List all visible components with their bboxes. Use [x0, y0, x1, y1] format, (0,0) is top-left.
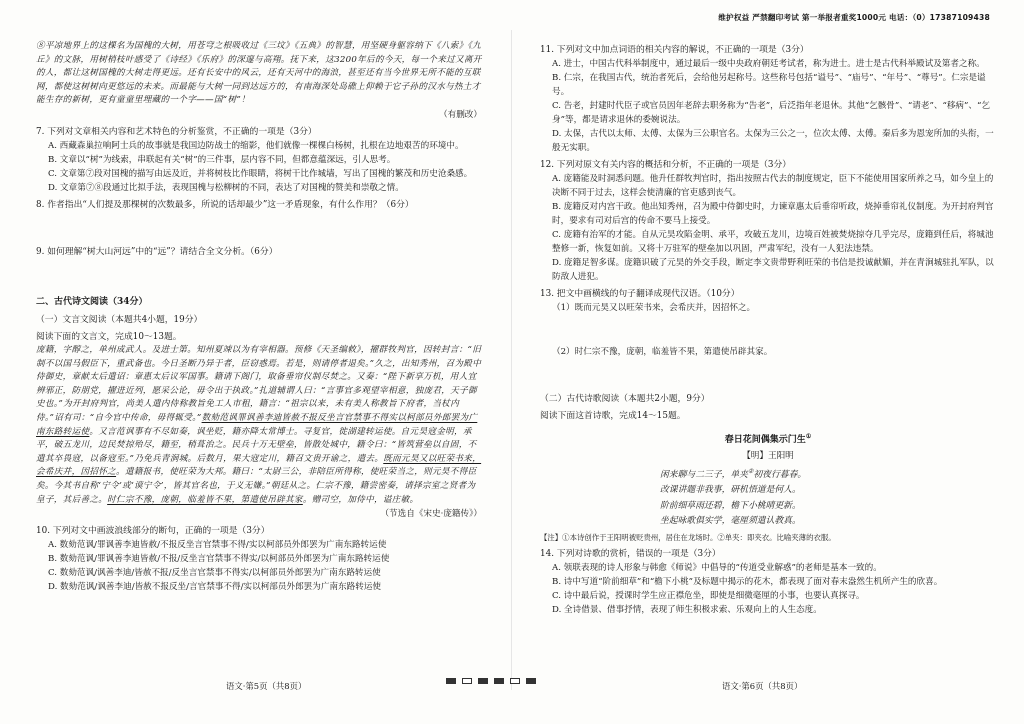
question-12: 12. 下列对原文有关内容的概括和分析，不正确的一项是（3分） [540, 160, 792, 170]
question-11: 11. 下列对文中加点词语的相关内容的解说，不正确的一项是（3分） [540, 45, 809, 55]
classical-text-part: 。遣籍报书，使旺荣为大邦。籍曰：“太尉三公，非陪臣所得称，使旺荣当之，则元昊不得臣矣。今其书自称‘宁令’或‘谟宁令’，皆其官名也，于义无嫌。”朝廷从之。仁宗不豫，籍尝密奏，请择宗室之贤者为皇子，其后善之。 [36, 467, 477, 505]
registration-mark [462, 678, 472, 684]
question-14: 14. 下列对诗歌的赏析，错误的一项是（3分） [540, 548, 721, 559]
instruction: 阅读下面的文言文，完成10～13题。 [36, 331, 182, 342]
footnote-marker: ② [747, 468, 754, 475]
footnote-marker: ① [805, 433, 812, 440]
question-7: 7. 下列对文章相关内容和艺术特色的分析鉴赏，不正确的一项是（3分） [36, 126, 317, 137]
answer-space [36, 259, 482, 289]
poem-author: 【明】王阳明 [742, 451, 794, 461]
question-7-option-d: D. 文章第⑦⑧段通过比拟手法，表现国槐与松柳树的不同，表达了对国槐的赞美和崇敬之情。 [48, 182, 404, 193]
answer-space [540, 359, 996, 389]
poem-title [540, 429, 996, 448]
question-11-option-c: C. 告老，封建时代臣子或官员因年老辞去职务称为“告老”，后泛指年老退休。其他“乞骸骨”、“请老”、“移病”、“乞身”等，都是请求退休的委婉说法。 [552, 101, 990, 125]
question-14-option-d: D. 全诗借景、借事抒情，表现了师生积极求索、乐观向上的人生态度。 [552, 604, 822, 615]
question-7-option-b: B. 文章以“树”为线索，串联起有关“树”的三件事，层内容不同，但都意蕴深远，引人思考。 [48, 154, 396, 165]
page-6 [512, 0, 1024, 724]
anti-piracy-header: 维护权益 严禁翻印考试 第一举报者重奖1000元 电话：（0）17387109438 [718, 13, 990, 22]
question-12-option-b: B. 庞籍反对内宫干政。他出知秀州，召为殿中侍御史时，力谏章惠太后垂帘听政，烧掉垂帘礼仪制度。为开封府判官时，要求有司对后宫的传命不要马上接受。 [552, 202, 994, 226]
question-10-option-d: D. 数劾范讽/讽善李迪/皆赦不报反坐/言官禁事不得/实以柯部员外郎罢为广南东路转运使 [48, 582, 382, 593]
classical-text [36, 344, 482, 507]
registration-mark [526, 678, 536, 684]
question-10-option-b: B. 数劾范讽/罪讽善李迪皆赦/不报/反坐言官禁事不得实/以柯部员外郎罢为广南东路转运使 [48, 554, 390, 565]
question-10-option-a: A. 数劾范讽/罪讽善李迪皆赦/不报反坐言官禁事不得/实以柯部员外郎罢为广南东路转运使 [48, 540, 387, 551]
poem-line: 改课讲题非我事，研机悟道是何人。 [660, 485, 801, 496]
question-11-option-a: A. 进士，中国古代科举制度中，通过最后一级中央政府朝廷考试者，称为进士。进士是古代科举殿试及第者之称。 [552, 59, 985, 69]
question-14-option-c: C. 诗中最后说，授课时学生应正襟危坐，即使是细微毫厘的小事，也要认真探寻。 [552, 590, 865, 601]
section-heading: 二、古代诗文阅读（34分） [36, 296, 148, 307]
question-10-option-c: C. 数劾范讽/讽善李迪/皆赦不报/反坐言官禁事不得实/以柯部员外郎罢为广南东路转运使 [48, 568, 381, 579]
poem-line [540, 464, 996, 483]
question-10: 10. 下列对文中画波浪线部分的断句，正确的一项是（3分） [36, 526, 270, 537]
poem-title-text: 春日花间偶集示门生 [724, 435, 806, 445]
question-11-option-d: D. 太保，古代以太师、太傅、太保为三公职官名。太保为三公之一，位次太傅、太傅。秦后多为恩宠所加的头衔，一般无实职。 [552, 129, 994, 153]
poem-line: 阶前细草雨还碧，檐下小桃晴更新。 [660, 500, 801, 511]
question-7-option-c: C. 文章第⑦段对国槐的描写由远及近，并将树枝比作眼睛，将树干比作城墙，写出了国槐的繁茂和历史沧桑感。 [48, 168, 473, 179]
poem-line: 坐起咏歌俱实学，毫厘须遣认教真。 [660, 516, 801, 527]
underlined-sentence-1: 既而元昊又以旺荣书来，会希庆并，因招怀之 [36, 453, 482, 478]
page-footer-left: 语文·第5页（共8页） [226, 681, 307, 691]
classical-text-part: 。赠司空，加侍中，谥庄敏。 [302, 494, 419, 505]
question-12-option-c: C. 庞籍有治军的才能。自从元昊攻陷金明、承平，攻破五龙川，边境百姓被焚烧掠夺几乎完尽，庞籍到任后，将城池整修一新，恢复如前。又将十万驻军的壁垒加以巩固，严肃军纪，没有一人犯法违禁。 [552, 230, 994, 254]
subsection-heading: （一）文言文阅读（本题共4小题，19分） [36, 314, 203, 325]
page-footer-right: 语文·第6页（共8页） [722, 681, 803, 691]
question-11-option-b: B. 仁宗，在我国古代，统治者死后，会给他另起称号。这些称号包括“谥号”、“庙号”、“年号”、“尊号”。仁宗是谥号。 [552, 73, 986, 97]
reading-paragraph-8: ⑧平凉地界上的这棵名为国槐的大树，用苍穹之根吸收过《三坟》《五典》的智慧，用坚硬身躯容纳下《八索》《九丘》的文脉，用树梢枝叶感受了《诗经》《乐府》的深邃与高翔。抚下来，这3200年后的今天，每一个来过又离开的人，都让这树国槐的大树走得更远。还有长安中的风云，还有天河中的海浪，甚至还有当今世界无所不能的互联网，都使这树树向更悠远的未来。而最能与大树一同到达远方的，有南海深处岛礁上仰赖于它子孙的汉水与热土才能生存的新树，更有童童里埋藏的一个字——国“树”！ [36, 41, 482, 106]
poem-line-text: 闲来聊与二三子，单夹 [660, 469, 748, 480]
classical-text-part: 庞籍，字醇之，单州成武人。及进士第。知州夏竦以为有宰相器。预修《天圣编敕》，擢群牧判官，因转封言：“旧制不以国马假臣下，重武备也。今日圣断乃异于者，臣窃惑焉。若是，则请停者退矣。”久之，出知秀州，召为殿中侍御史，章献太后遣诏：章惠太后议军国事。籍请下阁门，取备垂帘仪制尽焚之。又奏：“陛下新享万机，用人宜辨邪正，防朋党，擢进近列，愿采公论，毋令出于执政。”扎道辅谓人曰：“言事官多观望宰相意，独庞君，天子御史也。”为开封府判官，尚美人遣内侍称教旨免工人市租，籍言：“祖宗以来，未有美人称教旨下府者，当杖内侍。”诏有司：“自今官中传命，毋得辄受。” [36, 344, 482, 423]
question-12-option-a: A. 庞籍能及时洞悉问题。他升任群牧判官时，指出按照古代去的制度规定，臣下不能使用国家所养之马，如今皇上的决断不同于过去，这样会使清廉的官吏感到丧气。 [552, 174, 994, 198]
question-13: 13. 把文中画横线的句子翻译成现代汉语。（10分） [540, 289, 740, 299]
registration-mark [478, 678, 488, 684]
source-note: （有删改） [439, 109, 482, 120]
question-14-option-b: B. 诗中写道“阶前细草”和“檐下小桃”及标题中揭示的花木，都表现了面对春末盎然生机所产生的欣喜。 [552, 576, 943, 587]
answer-space [540, 315, 996, 345]
question-13-part-2: （2）时仁宗不豫，庞朝，临羞皆不果，第遣使吊辟其家。 [552, 347, 773, 357]
classical-text-part: 。又言范讽事有不尽如奏，讽坐贬，籍亦降太常博士。寻复官，徙湖建转运使。自元昊寇金明，承平，破五龙川，边民焚掠殆尽，籍至，稍葺治之。民兵十万无壁垒，皆散处城中，籍令曰：“皆筑营垒以自固，不遣其卒畏寇，以备寇至。”乃免兵青涧城。后数月，果大寇定川，籍召文贵开谕之，遣去。 [36, 426, 477, 464]
answer-space [36, 212, 482, 242]
registration-marks [446, 678, 536, 684]
poem-footnote: 【注】①本诗创作于王阳明被贬贵州，居住在龙场时。②单夹：即夹衣。比喻夹薄的衣服。 [540, 532, 836, 542]
question-12-option-d: D. 庞籍足智多谋。庞籍识破了元昊的外交手段，断定李文贵带野利旺荣的书信是投诚献媚，并在青涧城驻扎军队，以防敌人进犯。 [552, 258, 994, 282]
underlined-sentence-2: 时仁宗不豫，庞朝，临羞皆不果，第遣使吊辟其家 [107, 494, 303, 505]
registration-mark [510, 678, 520, 684]
question-7-option-a: A. 西藏森巢拉响阿士兵的故事就是我国边防战士的缩影，他们就像一棵棵白杨树，扎根在边地艰苦的环境中。 [48, 140, 464, 151]
question-9: 9. 如何理解“树大山河远”中的“远”？请结合全文分析。（6分） [36, 246, 278, 257]
registration-mark [494, 678, 504, 684]
question-8: 8. 作者指出“人们提及那棵树的次数最多，所说的话却最少”这一矛盾现象，有什么作用？（6分） [36, 199, 414, 210]
poem-line-text: 初夜行暮春。 [753, 469, 807, 480]
source-note: （节选自《宋史·庞籍传》） [380, 509, 482, 520]
instruction: 阅读下面这首诗歌，完成14～15题。 [540, 411, 686, 421]
registration-mark [446, 678, 456, 684]
question-14-option-a: A. 领联表现的诗人形象与韩愈《师说》中倡导的“传道受业解惑”的老师是基本一致的。 [552, 562, 882, 573]
wavy-underlined-sentence: 数劾范讽罪讽善李迪皆赦不报反坐言官禁事不得实以柯部员外郎罢为广南东路转运使 [36, 412, 478, 437]
subsection-heading: （二）古代诗歌阅读（本题共2小题，9分） [540, 394, 710, 404]
question-13-part-1: （1）既而元昊又以旺荣书来，会希庆并，因招怀之。 [552, 303, 756, 313]
